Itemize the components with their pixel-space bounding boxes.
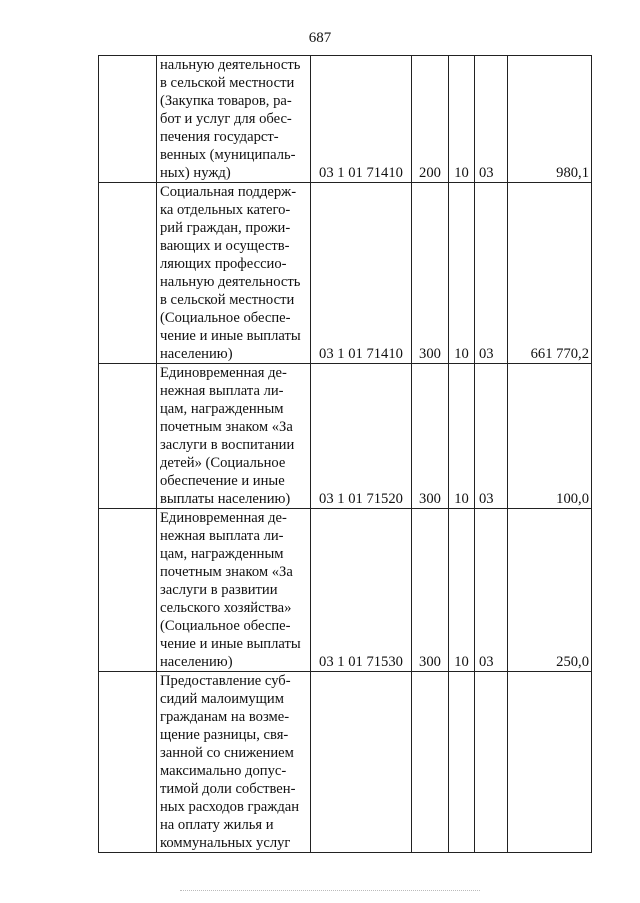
description-line: населению) xyxy=(160,654,233,670)
description-line: щение разницы, свя- xyxy=(160,727,289,743)
section-cell: 10 xyxy=(449,509,475,672)
blank-cell xyxy=(99,56,157,183)
subsection-cell: 03 xyxy=(475,56,508,183)
amount-cell: 980,1 xyxy=(508,56,592,183)
description-line: (Закупка товаров, ра- xyxy=(160,93,292,109)
description-line: сидий малоимущим xyxy=(160,691,284,707)
target-article-code-cell xyxy=(311,672,412,853)
description-line: нежная выплата ли- xyxy=(160,383,284,399)
target-article-code-cell: 03 1 01 71530 xyxy=(311,509,412,672)
expense-type-cell: 300 xyxy=(412,183,449,364)
table-row xyxy=(99,56,592,183)
page-number: 687 xyxy=(308,30,332,46)
description-line: максимально допус- xyxy=(160,763,287,779)
description-line: на оплату жилья и xyxy=(160,817,274,833)
description-line: гражданам на возме- xyxy=(160,709,290,725)
expense-type-cell: 300 xyxy=(412,364,449,509)
amount-cell: 250,0 xyxy=(508,509,592,672)
description-line: Социальная поддерж- xyxy=(160,184,297,200)
table-row xyxy=(99,183,592,364)
description-line: вающих и осуществ- xyxy=(160,238,290,254)
description-line: занной со снижением xyxy=(160,745,294,761)
target-article-code-cell: 03 1 01 71410 xyxy=(311,56,412,183)
description-line: рий граждан, прожи- xyxy=(160,220,291,236)
description-line: нальную деятельность xyxy=(160,274,301,290)
subsection-cell: 03 xyxy=(475,364,508,509)
description-line: бот и услуг для обес- xyxy=(160,111,292,127)
table-row xyxy=(99,364,592,509)
description-line: (Социальное обеспе- xyxy=(160,618,291,634)
blank-cell xyxy=(99,509,157,672)
description-cell xyxy=(157,672,311,853)
description-line: в сельской местности xyxy=(160,292,295,308)
description-line: цам, награжденным xyxy=(160,401,284,417)
description-line: коммунальных услуг xyxy=(160,835,291,851)
description-line: Единовременная де- xyxy=(160,510,287,526)
budget-table-body xyxy=(99,56,592,853)
description-line: нальную деятельность xyxy=(160,57,301,73)
expense-type-cell: 200 xyxy=(412,56,449,183)
blank-cell xyxy=(99,183,157,364)
blank-cell xyxy=(99,364,157,509)
description-line: детей» (Социальное xyxy=(160,455,286,471)
description-line: населению) xyxy=(160,346,233,362)
description-line: заслуги в развитии xyxy=(160,582,278,598)
expense-type-cell xyxy=(412,672,449,853)
description-cell xyxy=(157,183,311,364)
description-line: почетным знаком «За xyxy=(160,564,293,580)
section-cell: 10 xyxy=(449,183,475,364)
amount-cell: 100,0 xyxy=(508,364,592,509)
subsection-cell: 03 xyxy=(475,509,508,672)
description-line: заслуги в воспитании xyxy=(160,437,295,453)
description-line: ка отдельных катего- xyxy=(160,202,291,218)
amount-cell: 661 770,2 xyxy=(508,183,592,364)
description-line: ляющих профессио- xyxy=(160,256,287,272)
description-line: Единовременная де- xyxy=(160,365,287,381)
description-line: (Социальное обеспе- xyxy=(160,310,291,326)
scan-artifact-line xyxy=(180,888,480,891)
section-cell: 10 xyxy=(449,364,475,509)
description-line: сельского хозяйства» xyxy=(160,600,292,616)
description-cell xyxy=(157,56,311,183)
blank-cell xyxy=(99,672,157,853)
subsection-cell xyxy=(475,672,508,853)
description-line: ных) нужд) xyxy=(160,165,231,181)
description-line: нежная выплата ли- xyxy=(160,528,284,544)
section-cell xyxy=(449,672,475,853)
budget-table xyxy=(98,55,592,853)
amount-cell xyxy=(508,672,592,853)
section-cell: 10 xyxy=(449,56,475,183)
description-line: Предоставление суб- xyxy=(160,673,291,689)
description-line: цам, награжденным xyxy=(160,546,284,562)
description-cell xyxy=(157,509,311,672)
table-row xyxy=(99,509,592,672)
description-line: в сельской местности xyxy=(160,75,295,91)
description-line: обеспечение и иные xyxy=(160,473,285,489)
description-line: чение и иные выплаты xyxy=(160,328,301,344)
description-line: чение и иные выплаты xyxy=(160,636,301,652)
description-line: выплаты населению) xyxy=(160,491,291,507)
description-line: венных (муниципаль- xyxy=(160,147,296,163)
table-row xyxy=(99,672,592,853)
target-article-code-cell: 03 1 01 71410 xyxy=(311,183,412,364)
description-line: ных расходов граждан xyxy=(160,799,300,815)
description-cell xyxy=(157,364,311,509)
description-line: почетным знаком «За xyxy=(160,419,293,435)
target-article-code-cell: 03 1 01 71520 xyxy=(311,364,412,509)
description-line: печения государст- xyxy=(160,129,279,145)
subsection-cell: 03 xyxy=(475,183,508,364)
expense-type-cell: 300 xyxy=(412,509,449,672)
description-line: тимой доли собствен- xyxy=(160,781,296,797)
